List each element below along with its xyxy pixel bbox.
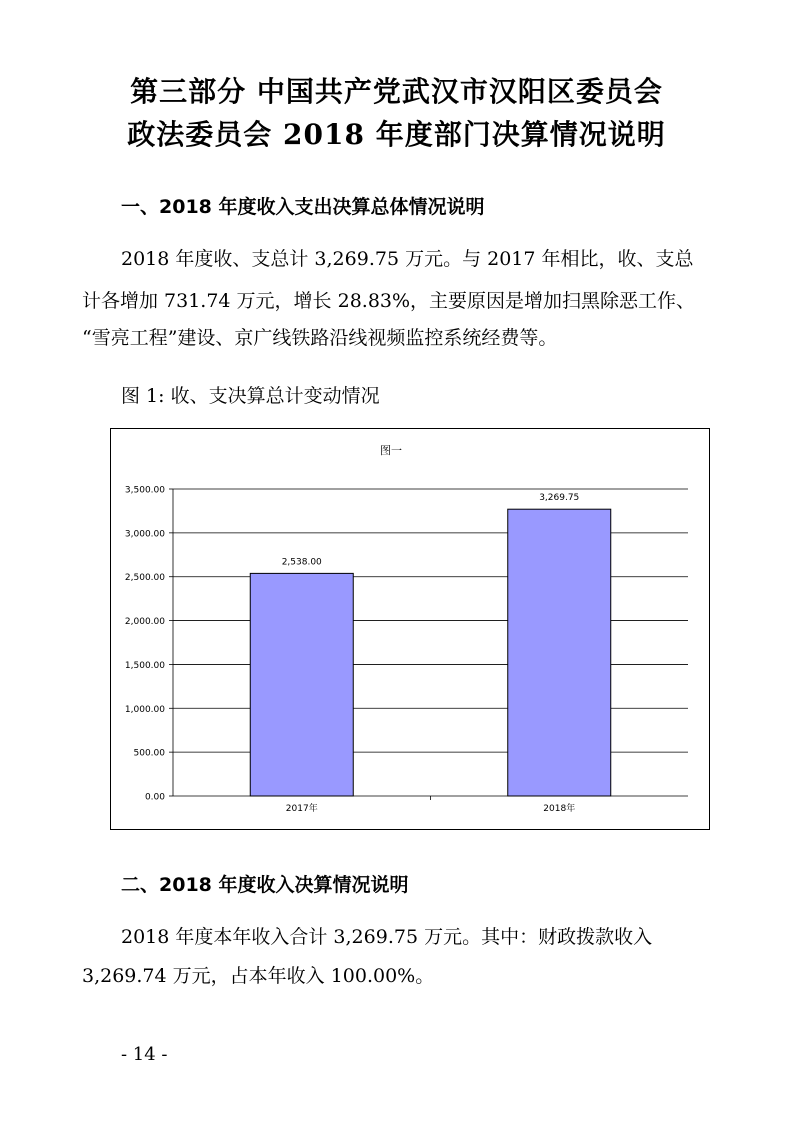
y-tick-label: 500.00 bbox=[133, 748, 165, 759]
bar-chart bbox=[110, 428, 710, 830]
x-tick-label: 2018年 bbox=[543, 804, 576, 814]
bar-data-label: 3,269.75 bbox=[539, 493, 580, 504]
y-tick-label: 1,000.00 bbox=[124, 704, 165, 715]
section1-para-line3: “雪亮工程”建设、京广线铁路沿线视频监控系统经费等。 bbox=[82, 327, 558, 349]
y-tick-label: 1,500.00 bbox=[124, 660, 165, 671]
page-number: - 14 - bbox=[121, 1044, 168, 1065]
y-tick-label: 3,000.00 bbox=[124, 529, 165, 540]
y-tick-label: 2,000.00 bbox=[124, 617, 165, 628]
y-tick-label: 3,500.00 bbox=[124, 485, 165, 496]
section2-para-line2: 3,269.74 万元，占本年收入 100.00%。 bbox=[82, 965, 435, 987]
section2-heading: 二、2018 年度收入决算情况说明 bbox=[121, 874, 409, 896]
bar bbox=[508, 509, 611, 796]
doc-title-line2: 政法委员会 2018 年度部门决算情况说明 bbox=[127, 118, 666, 151]
doc-title-line1: 第三部分 中国共产党武汉市汉阳区委员会 bbox=[130, 75, 663, 108]
bar-chart-svg bbox=[111, 429, 711, 831]
bar-data-label: 2,538.00 bbox=[281, 557, 322, 568]
section1-para-line1: 2018 年度收、支总计 3,269.75 万元。与 2017 年相比，收、支总 bbox=[121, 248, 694, 270]
chart-title: 图一 bbox=[380, 444, 402, 457]
figure-caption: 图 1: 收、支决算总计变动情况 bbox=[121, 385, 380, 407]
chart-bars bbox=[250, 509, 611, 796]
section1-para-line2: 计各增加 731.74 万元，增长 28.83%，主要原因是增加扫黑除恶工作、 bbox=[82, 290, 696, 312]
x-tick-label: 2017年 bbox=[285, 804, 318, 814]
bar bbox=[250, 573, 353, 796]
section2-para-line1: 2018 年度本年收入合计 3,269.75 万元。其中：财政拨款收入 bbox=[121, 926, 653, 948]
y-tick-label: 2,500.00 bbox=[124, 573, 165, 584]
section1-heading: 一、2018 年度收入支出决算总体情况说明 bbox=[121, 196, 485, 218]
y-tick-label: 0.00 bbox=[144, 792, 165, 803]
